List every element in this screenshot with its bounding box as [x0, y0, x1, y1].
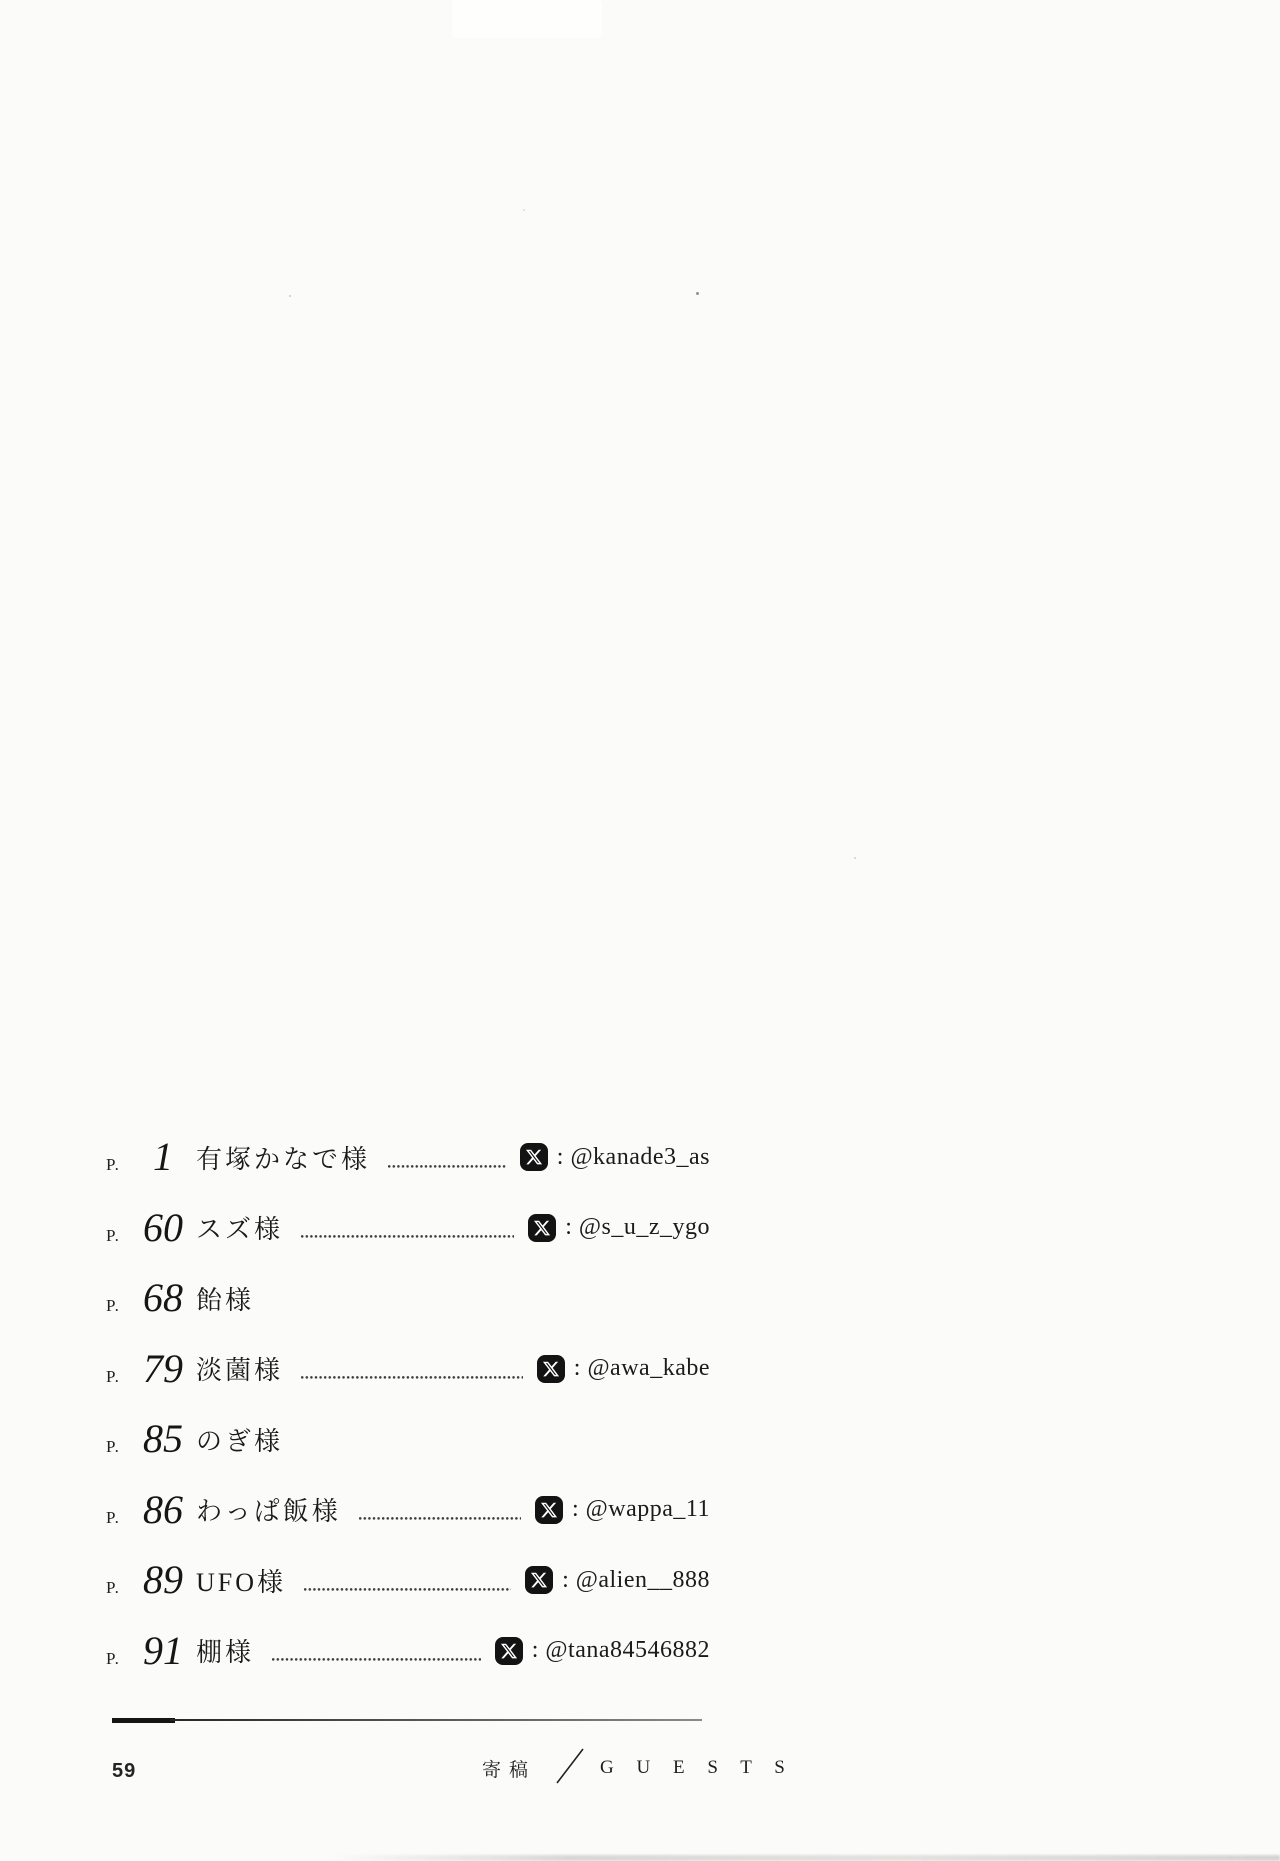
page-reference	[106, 1204, 196, 1250]
page-reference	[106, 1557, 196, 1603]
guest-name: 飴様	[196, 1285, 255, 1315]
x-handle: @tana84546882	[545, 1637, 710, 1664]
page-reference	[106, 1486, 196, 1532]
dotted-leader	[301, 1376, 523, 1379]
page-reference	[106, 1416, 196, 1462]
x-handle: @awa_kabe	[587, 1355, 710, 1382]
footer-rule-thin-segment	[170, 1719, 702, 1721]
guest-row	[106, 1334, 710, 1405]
x-logo-icon	[525, 1566, 553, 1594]
dotted-leader	[359, 1517, 521, 1520]
scan-artifact-top	[452, 0, 602, 38]
dotted-leader	[272, 1658, 481, 1661]
page-reference	[106, 1275, 196, 1321]
guest-name: 淡薗様	[196, 1356, 284, 1386]
footer-rule-thick-segment	[112, 1718, 175, 1723]
page-number: 1	[153, 1134, 173, 1180]
handle-separator: :	[565, 1214, 572, 1241]
section-title-english: G U E S T S	[600, 1757, 794, 1778]
handle-separator: :	[531, 1637, 539, 1664]
page-prefix: P.	[106, 1155, 120, 1175]
page-number: 68	[143, 1275, 183, 1321]
page-prefix: P.	[106, 1366, 120, 1386]
guest-name: スズ様	[196, 1215, 284, 1245]
section-footer-title	[482, 1746, 794, 1786]
guest-row	[106, 1122, 710, 1193]
dotted-leader	[301, 1235, 514, 1238]
guest-row	[106, 1193, 710, 1264]
page-number: 91	[143, 1627, 183, 1673]
page-prefix: P.	[106, 1437, 120, 1457]
guest-credits-list	[106, 1122, 710, 1686]
x-logo-icon	[495, 1637, 523, 1665]
page-number: 86	[143, 1486, 183, 1532]
page-number: 89	[143, 1557, 183, 1603]
section-title-japanese: 寄稿	[482, 1759, 537, 1781]
scan-speck	[854, 857, 856, 859]
guest-name: 棚様	[196, 1638, 255, 1668]
x-logo-icon	[535, 1496, 563, 1524]
guest-name: のぎ様	[196, 1426, 284, 1456]
handle-separator: :	[571, 1496, 579, 1523]
x-handle: @wappa_11	[585, 1496, 710, 1523]
dotted-leader	[304, 1588, 511, 1591]
footer-rule	[112, 1718, 702, 1723]
scan-speck	[696, 292, 699, 295]
x-handle: @s_u_z_ygo	[578, 1214, 710, 1241]
page-number: 60	[143, 1204, 183, 1250]
page-prefix: P.	[106, 1296, 120, 1316]
x-logo-icon	[537, 1355, 565, 1383]
page-number: 85	[143, 1416, 183, 1462]
guest-name: 有塚かなで様	[196, 1144, 371, 1174]
x-handle: @alien__888	[575, 1566, 710, 1593]
handle-separator: :	[562, 1566, 569, 1593]
scan-artifact-bottom-strip	[330, 1855, 1280, 1861]
guest-row	[106, 1475, 710, 1546]
guest-name: わっぱ飯様	[196, 1497, 341, 1527]
page-prefix: P.	[106, 1507, 120, 1527]
folio-page-number: 59	[112, 1760, 137, 1782]
scan-speck	[523, 209, 525, 211]
handle-separator: :	[573, 1355, 581, 1382]
guest-row	[106, 1545, 710, 1616]
handle-separator: :	[556, 1143, 564, 1170]
dotted-leader	[388, 1165, 506, 1168]
page-prefix: P.	[106, 1578, 120, 1598]
page-reference	[106, 1134, 196, 1180]
page-prefix: P.	[106, 1225, 120, 1245]
page-reference	[106, 1627, 196, 1673]
slash-divider-icon	[554, 1746, 586, 1786]
x-logo-icon	[528, 1214, 556, 1242]
x-handle: @kanade3_as	[570, 1143, 710, 1170]
page-number: 79	[143, 1345, 183, 1391]
guest-row	[106, 1263, 710, 1334]
guest-name: UFO様	[196, 1567, 287, 1597]
page-reference	[106, 1345, 196, 1391]
scan-speck	[289, 295, 291, 297]
guest-row	[106, 1404, 710, 1475]
guest-row	[106, 1616, 710, 1687]
x-logo-icon	[520, 1143, 548, 1171]
page-prefix: P.	[106, 1648, 120, 1668]
